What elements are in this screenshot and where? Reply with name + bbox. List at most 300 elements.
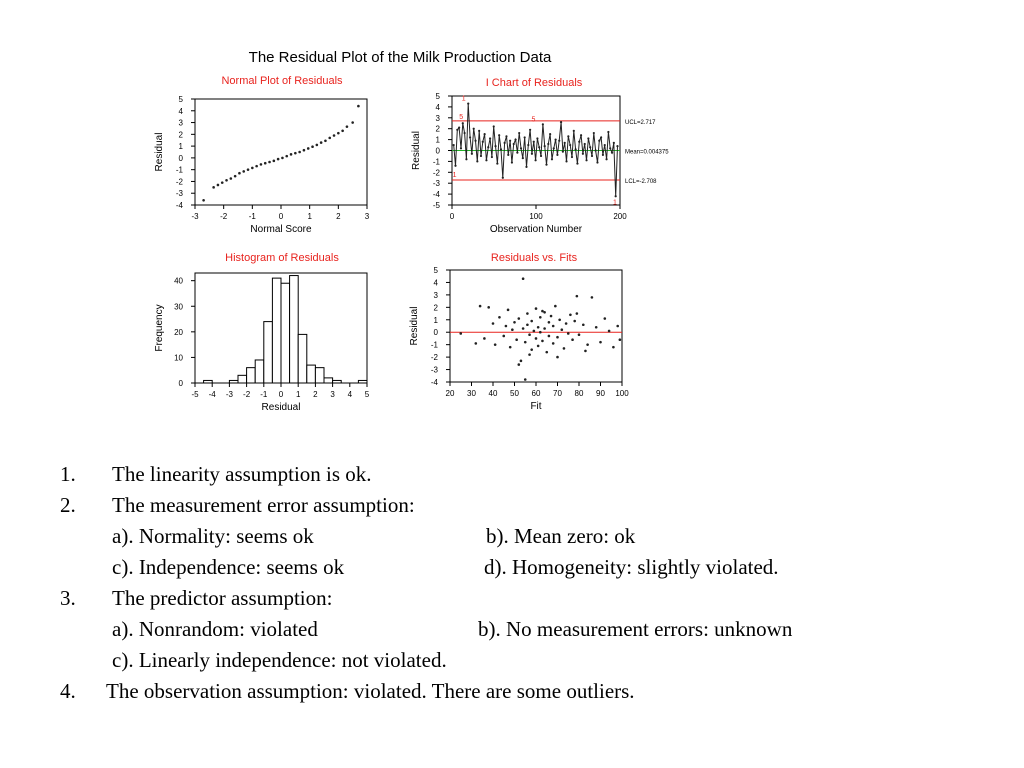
data-point [609,147,611,149]
data-point [294,152,297,155]
data-point [462,122,464,124]
data-point [537,345,540,348]
data-point [558,140,560,142]
data-point [324,140,327,143]
data-point [525,166,527,168]
data-point [514,139,516,141]
data-point [493,125,495,127]
data-point [556,336,559,339]
data-point [540,155,542,157]
data-point [496,162,498,164]
data-point [526,323,529,326]
data-point [320,141,323,144]
data-point [505,325,508,328]
y-tick-label: 5 [433,266,438,275]
data-point [548,321,551,324]
x-tick-label: 0 [449,212,455,221]
data-point [567,135,569,137]
data-point [607,131,609,133]
y-tick-label: -3 [430,365,438,375]
y-tick-label: 3 [433,290,438,300]
data-point [584,350,587,353]
data-point [524,341,527,344]
data-point [509,346,512,349]
data-point [221,181,224,184]
x-tick-label: 0 [278,390,284,399]
data-point [491,156,493,158]
data-point [522,277,525,280]
data-point [535,307,538,310]
data-point [238,172,241,175]
data-point [511,328,514,331]
histogram-bar [204,380,213,383]
data-point [611,152,613,154]
x-tick-label: 60 [531,389,541,398]
data-point [576,162,578,164]
chart-panel-1 [154,75,370,235]
data-point [502,335,505,338]
data-point [502,177,504,179]
data-point [474,140,476,142]
data-point [476,160,478,162]
x-tick-label: 1 [295,390,301,399]
data-point [298,151,301,154]
chart-panel-2 [411,77,669,235]
x-axis-label: Residual [261,402,301,413]
data-point [593,132,595,134]
data-point [560,121,562,123]
y-tick-label: -4 [432,190,440,200]
data-point [520,360,523,363]
data-point [498,316,501,319]
list-subitem-text: a). Nonrandom: violated [112,617,318,641]
data-point [505,135,507,137]
data-point [598,140,600,142]
x-axis-label: Normal Score [250,224,312,235]
data-point [225,179,228,182]
list-subitem-text: b). No measurement errors: unknown [478,617,793,641]
x-tick-label: 2 [336,212,341,221]
data-point [509,140,511,142]
data-point [456,129,458,131]
data-point [515,338,518,341]
data-point [536,137,538,139]
data-point [255,165,258,168]
data-point [541,340,544,343]
data-point [533,330,536,333]
x-tick-label: -3 [191,212,199,221]
data-point [550,315,553,318]
data-point [586,343,589,346]
data-point [589,146,591,148]
y-tick-label: 1 [178,142,183,152]
data-point [541,310,544,313]
x-tick-label: 200 [613,212,627,221]
data-point [242,170,245,173]
data-point [608,330,611,333]
histogram-bar [229,380,238,383]
y-tick-label: 0 [433,328,438,338]
data-point [529,129,531,131]
y-axis-label: Frequency [154,304,165,352]
data-point [484,133,486,135]
y-tick-label: 2 [433,303,438,313]
data-point [562,150,564,152]
data-point [547,143,549,145]
data-point [604,144,606,146]
data-point [459,332,462,335]
data-point [453,144,455,146]
data-point [522,327,525,330]
data-point [465,158,467,160]
data-point [600,136,602,138]
x-tick-label: 70 [553,389,562,398]
chart-title: I Chart of Residuals [485,77,583,89]
y-tick-label: -1 [432,157,440,167]
data-point [616,145,618,147]
list-text: The predictor assumption: [112,586,333,610]
histogram-bar [290,276,299,383]
x-tick-label: 3 [364,212,370,221]
data-point [328,137,331,140]
y-axis-label: Residual [154,132,165,172]
data-point [307,147,310,150]
data-point [281,157,284,160]
flag-label: 1 [613,199,617,207]
y-tick-label: 1 [433,315,438,325]
data-point [573,130,575,132]
data-point [504,142,506,144]
y-tick-label: 10 [174,353,183,363]
x-axis-label: Observation Number [489,224,583,235]
data-point [513,143,515,145]
x-tick-label: -1 [248,212,256,221]
x-tick-label: 4 [347,390,353,399]
data-point [554,305,557,308]
list-number: 1. [60,462,76,486]
data-point [585,159,587,161]
data-point [487,306,490,309]
y-tick-label: 0 [178,379,183,388]
data-point [545,351,548,354]
list-subitem-text: d). Homogeneity: slightly violated. [484,555,779,579]
y-tick-label: 4 [178,106,183,116]
data-point [212,186,215,189]
data-point [483,337,486,340]
data-point [333,134,336,137]
y-tick-label: 30 [174,302,183,312]
data-point [569,314,572,317]
control-line-label: LCL=-2.708 [625,179,657,186]
data-point [260,163,263,166]
chart-title: Normal Plot of Residuals [221,75,343,87]
y-tick-label: 40 [174,276,183,286]
histogram-bar [264,322,273,383]
data-point [542,123,544,125]
data-point [337,132,340,135]
y-tick-label: 4 [435,102,440,112]
data-point [582,153,584,155]
figure-title: The Residual Plot of the Milk Production Data [248,49,552,66]
data-point [544,145,546,147]
data-point [578,141,580,143]
data-point [619,338,622,341]
y-tick-label: -2 [175,177,183,187]
histogram-bar [324,378,333,383]
data-point [612,346,615,349]
y-tick-label: -2 [430,353,438,363]
data-point [507,309,510,312]
histogram-bar [298,334,307,383]
data-point [316,144,319,147]
list-subitem-text: b). Mean zero: ok [486,524,636,548]
data-point [533,141,535,143]
data-point [303,149,306,152]
data-point [482,141,484,143]
list-text: The measurement error assumption: [112,493,415,517]
chart-title: Histogram of Residuals [225,252,339,264]
list-number: 3. [60,586,76,610]
histogram-bar [307,365,316,383]
y-tick-label: -3 [175,189,183,199]
data-point [548,335,551,338]
histogram-bar [255,360,264,383]
data-point [487,146,489,148]
data-point [605,158,607,160]
histogram-bar [238,375,247,383]
x-tick-label: -3 [225,390,233,399]
list-subitem-text: c). Independence: seems ok [112,555,345,579]
data-point [475,342,478,345]
data-point [534,159,536,161]
data-point [552,325,555,328]
data-point [556,356,559,359]
data-point [518,363,521,366]
data-point [264,162,267,165]
data-point [357,105,360,108]
y-tick-label: 2 [435,124,440,134]
data-point [595,149,597,151]
y-tick-label: -2 [432,168,440,178]
data-point [596,161,598,163]
data-point [485,159,487,161]
data-point [545,164,547,166]
data-point [549,133,551,135]
data-point [616,325,619,328]
y-tick-label: 3 [435,113,440,123]
residual-series-line [454,104,618,197]
data-point [613,142,615,144]
list-number: 4. [60,679,76,703]
x-tick-label: -2 [243,390,251,399]
y-tick-label: -1 [430,340,438,350]
data-point [576,295,579,298]
data-point [556,154,558,156]
data-point [553,147,555,149]
histogram-bar [247,368,256,383]
histogram-bar [272,278,281,383]
data-point [522,157,524,159]
data-point [518,317,521,320]
chart-panel-3 [154,252,370,413]
x-tick-label: 40 [488,389,498,398]
y-axis-label: Residual [411,131,422,170]
data-point [563,347,566,350]
data-point [575,148,577,150]
data-point [277,158,280,161]
data-point [351,121,354,124]
data-point [565,160,567,162]
y-tick-label: 0 [435,146,440,156]
data-point [460,147,462,149]
data-point [311,145,314,148]
data-point [528,353,531,356]
data-point [513,321,516,324]
data-point [552,342,555,345]
y-tick-label: -5 [432,201,440,210]
data-point [551,158,553,160]
data-point [538,146,540,148]
flag-label: 5 [459,114,464,122]
data-point [582,323,585,326]
data-point [565,322,568,325]
data-point [471,153,473,155]
y-tick-label: -1 [175,165,183,175]
x-tick-label: 5 [364,390,370,399]
flag-label: 1 [461,95,466,103]
data-point [273,160,276,163]
x-tick-label: 30 [467,389,476,398]
x-tick-label: 100 [615,389,629,398]
data-point [537,326,540,329]
data-point [595,326,598,329]
data-point [539,316,542,319]
data-point [511,161,513,163]
list-subitem-text: a). Normality: seems ok [112,524,314,548]
control-line-label: UCL=2.717 [625,119,656,126]
data-point [458,127,460,129]
data-point [202,199,205,202]
control-line-label: Mean=0.004375 [625,149,669,156]
x-tick-label: 0 [278,212,284,221]
data-point [524,136,526,138]
x-tick-label: -1 [260,390,268,399]
data-point [234,175,237,178]
y-tick-label: 1 [435,135,440,145]
data-point [587,137,589,139]
data-point [578,333,581,336]
histogram-bar [315,368,324,383]
data-point [561,328,564,331]
plot-frame [195,99,367,205]
data-point [479,305,482,308]
y-tick-label: 5 [435,92,440,101]
data-point [530,320,533,323]
y-tick-label: -4 [430,378,438,387]
data-point [467,103,469,105]
y-tick-label: -3 [432,179,440,189]
data-point [230,177,233,180]
flag-label: 1 [452,172,457,180]
data-point [524,378,527,381]
x-tick-label: 1 [307,212,312,221]
x-tick-label: 3 [330,390,335,399]
data-point [520,147,522,149]
data-point [584,143,586,145]
data-point [527,144,529,146]
data-point [285,155,288,158]
list-text: The observation assumption: violated. There are some outliers. [106,679,635,703]
x-tick-label: -2 [220,212,228,221]
list-subitem-text: c). Linearly independence: not violated. [112,648,447,672]
y-tick-label: 2 [178,130,183,140]
list-number: 2. [60,493,76,517]
x-tick-label: 2 [313,390,318,399]
chart-panel-4 [409,252,629,412]
y-tick-label: 5 [178,95,183,104]
data-point [535,337,538,340]
x-tick-label: -4 [208,390,216,399]
x-tick-label: 50 [510,389,519,398]
data-point [528,333,531,336]
data-point [558,318,561,321]
data-point [247,168,250,171]
x-tick-label: 100 [529,212,543,221]
data-point [571,156,573,158]
data-point [615,195,617,197]
histogram-bar [281,283,290,383]
data-point [591,155,593,157]
data-point [539,331,542,334]
y-tick-label: -4 [175,201,183,210]
x-tick-label: 80 [574,389,584,398]
data-point [341,130,344,133]
data-point [580,134,582,136]
data-point [591,296,594,299]
x-axis-label: Fit [530,401,542,412]
data-point [473,128,475,130]
flag-label: 5 [531,116,536,124]
data-point [494,145,496,147]
data-point [526,312,529,315]
data-point [543,327,546,330]
data-point [530,348,533,351]
data-point [454,165,456,167]
data-point [251,167,254,170]
data-point [498,134,500,136]
data-point [492,322,495,325]
data-point [464,132,466,134]
data-point [507,154,509,156]
y-tick-label: 3 [178,118,183,128]
data-point [567,332,570,335]
data-point [599,341,602,344]
data-point [555,139,557,141]
y-tick-label: 20 [174,327,183,337]
data-point [489,137,491,139]
data-point [516,152,518,154]
y-tick-label: 4 [433,278,438,288]
data-point [500,148,502,150]
x-tick-label: 90 [596,389,605,398]
data-point [290,153,293,156]
data-point [564,142,566,144]
histogram-bar [333,380,342,383]
x-tick-label: -5 [191,390,199,399]
data-point [569,144,571,146]
data-point [602,154,604,156]
data-point [268,161,271,164]
